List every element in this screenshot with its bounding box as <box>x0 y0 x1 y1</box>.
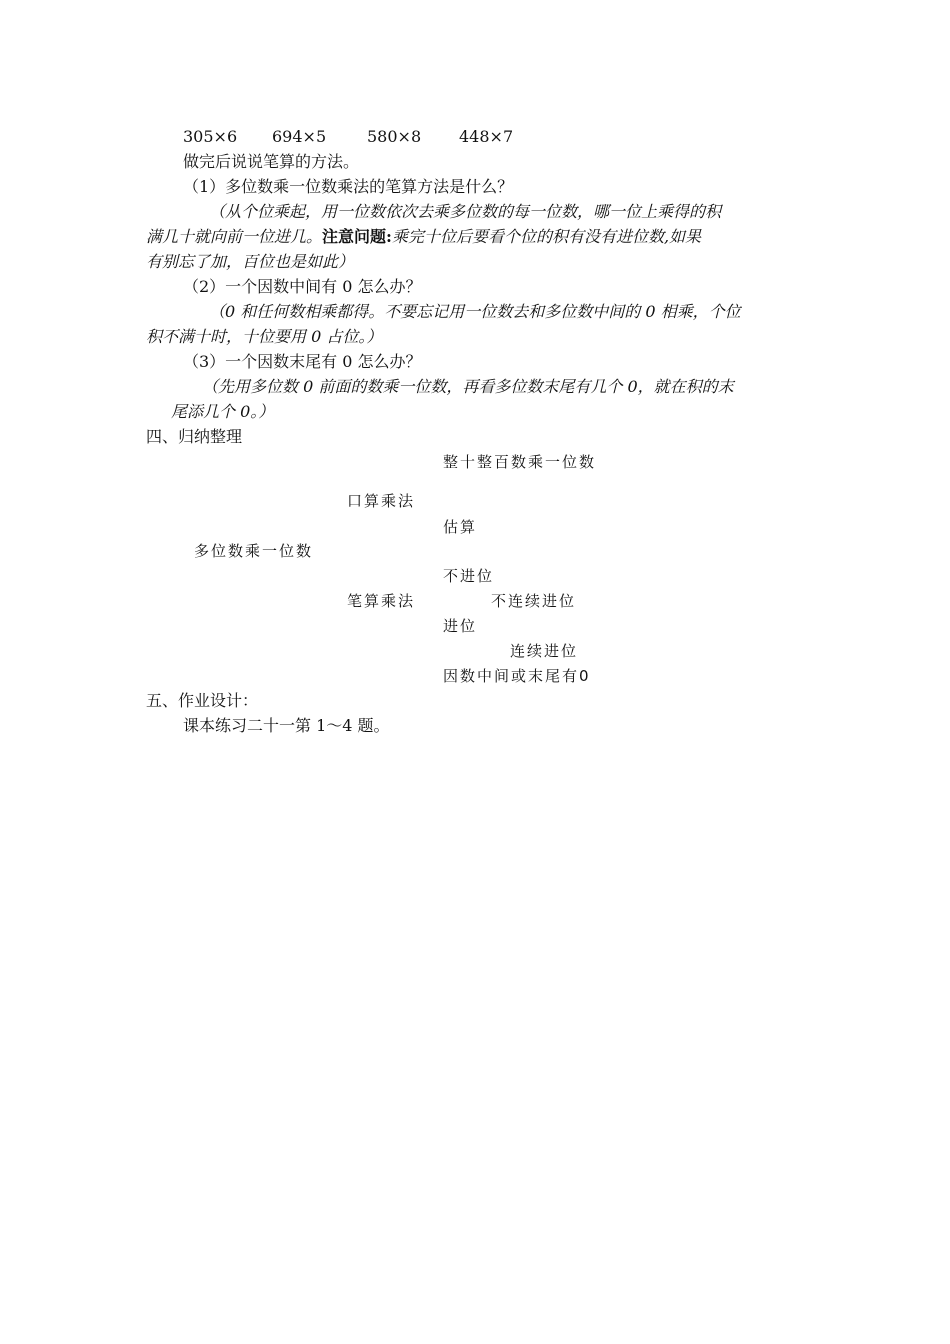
answer-1-text-a: 满几十就向前一位进几。 <box>146 227 323 246</box>
tree-node-oral-b: 估算 <box>443 518 478 536</box>
tree-node-carry-a: 不连续进位 <box>491 592 577 610</box>
instruction-text: 做完后说说笔算的方法。 <box>183 152 360 171</box>
attention-label: 注意问题: <box>322 227 392 246</box>
tree-node-carry-b: 连续进位 <box>510 642 579 660</box>
section-5-heading: 五、作业设计： <box>146 691 259 710</box>
question-1: （1）多位数乘一位数乘法的笔算方法是什么？ <box>183 177 514 196</box>
calculation-item: 694×5 <box>272 127 327 146</box>
answer-1-line-3: 有别忘了加，百位也是如此） <box>146 252 355 271</box>
answer-3-line-1: （先用多位数 0 前面的数乘一位数，再看多位数末尾有几个 0，就在积的末 <box>202 377 734 396</box>
tree-node-oral: 口算乘法 <box>347 492 416 510</box>
tree-node-root: 多位数乘一位数 <box>194 542 314 560</box>
homework-text: 课本练习二十一第 1～4 题。 <box>183 716 390 735</box>
tree-node-oral-a: 整十整百数乘一位数 <box>443 453 597 471</box>
question-2: （2）一个因数中间有 0 怎么办？ <box>183 277 422 296</box>
tree-node-no-carry: 不进位 <box>443 567 495 585</box>
question-3: （3）一个因数末尾有 0 怎么办？ <box>183 352 422 371</box>
answer-2-line-1: （0 和任何数相乘都得。不要忘记用一位数去和多位数中间的 0 相乘，个位 <box>209 302 741 321</box>
calculation-item: 448×7 <box>459 127 514 146</box>
tree-node-carry: 进位 <box>443 617 478 635</box>
tree-node-written: 笔算乘法 <box>347 592 416 610</box>
answer-1-text-b: 乘完十位后要看个位的积有没有进位数,如果 <box>391 227 702 246</box>
answer-1-line-1: （从个位乘起，用一位数依次去乘多位数的每一位数，哪一位上乘得的积 <box>209 202 722 221</box>
section-4-heading: 四、归纳整理 <box>146 427 243 446</box>
answer-2-line-2: 积不满十时，十位要用 0 占位。） <box>146 327 383 346</box>
tree-node-zero-case: 因数中间或末尾有0 <box>443 667 591 685</box>
answer-1-line-2 <box>146 225 701 249</box>
answer-3-line-2: 尾添几个 0。） <box>171 402 275 421</box>
calculation-item: 305×6 <box>183 127 238 146</box>
calculation-item: 580×8 <box>367 127 422 146</box>
